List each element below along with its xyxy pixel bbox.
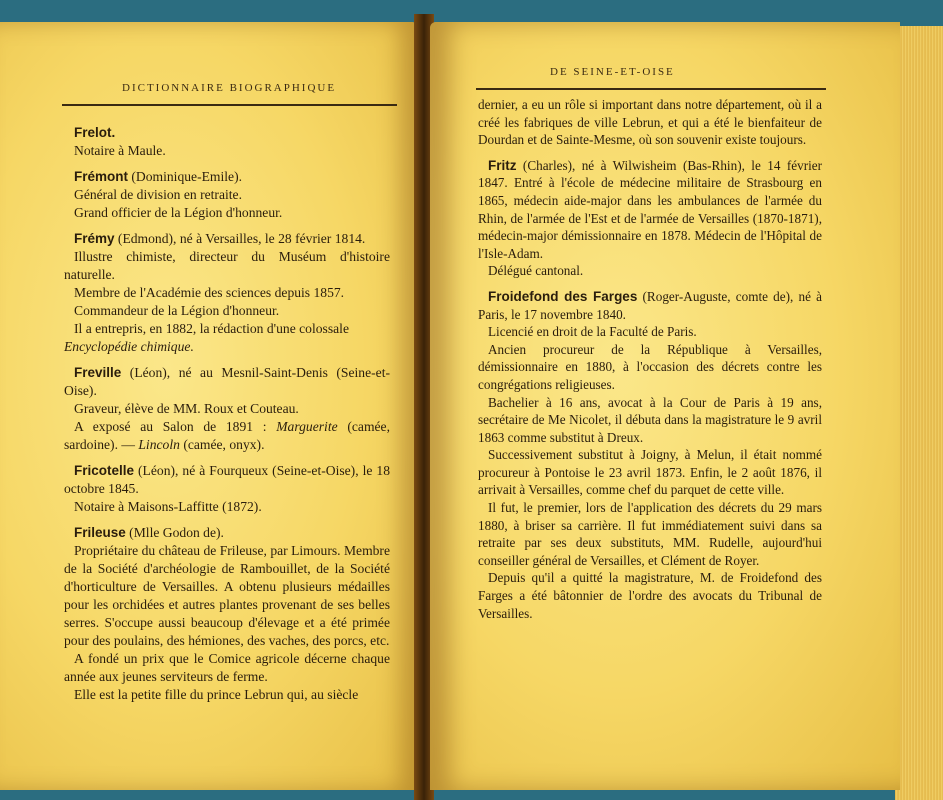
entry-detail: (Léon), né au Mesnil-Saint-Denis (Seine-et-Oise).: [64, 365, 390, 398]
left-page: [0, 22, 418, 790]
entry-freville: [64, 364, 390, 454]
page-edges: [895, 26, 943, 800]
entry-name: Frelot.: [74, 125, 116, 140]
entry-paragraph: Successivement substitut à Joigny, à Melun, il était nommé procureur à Pontoise le 23 avril 1873. Enfin, le 2 août 1876, il arrivait à Versailles, comme chef du parquet de cette ville.: [478, 447, 822, 498]
entry-name: Froidefond des Farges: [488, 288, 638, 304]
entry-paragraph: Licencié en droit de la Faculté de Paris.: [488, 324, 697, 340]
entry-detail: (Léon), né à Fourqueux (Seine-et-Oise), le 18 octobre 1845.: [64, 463, 390, 496]
salon-text: A exposé au Salon de 1891 :: [74, 419, 277, 434]
entry-detail: (Mlle Godon de).: [125, 525, 224, 540]
entry-continuation: [478, 96, 822, 149]
left-column: [64, 124, 390, 712]
entry-fritz: [478, 157, 822, 280]
right-page: [430, 22, 900, 790]
entry-paragraph: Elle est la petite fille du prince Lebrun qui, au siècle: [74, 687, 359, 702]
entry-name: Frileuse: [74, 525, 126, 540]
entry-froidefond: [478, 288, 822, 622]
entry-line: Grand officier de la Légion d'honneur.: [74, 205, 283, 220]
entry-frileuse: [64, 524, 390, 704]
entry-fremont: [64, 168, 390, 222]
entry-line: Commandeur de la Légion d'honneur.: [74, 303, 280, 318]
work-title: Lincoln: [138, 437, 180, 452]
entry-detail: (Roger-Auguste, comte de), né à Paris, le 17 novembre 1840.: [478, 288, 823, 322]
entry-paragraph: A fondé un prix que le Comice agricole décerne chaque année aux jeunes serviteurs de ferme.: [64, 651, 390, 684]
entry-name: Freville: [74, 365, 122, 380]
entry-detail: (Charles), né à Wilwisheim (Bas-Rhin), le 14 février 1847. Entré à l'école de médecine militaire de Strasbourg en 1865, médecin aide-major dans les ambulances de l'armée du Rhin, de l'armée de l'Est et de l'armée de Versailles (1870-1871), médecin-major démissionnaire en 1878. Médecin de l'Hôpital de l'Isle-Adam.: [478, 157, 822, 261]
entry-frelot: [64, 124, 390, 160]
entry-line: Général de division en retraite.: [74, 187, 242, 202]
entry-line: Délégué cantonal.: [488, 263, 584, 279]
salon-text: (camée, onyx).: [179, 437, 265, 452]
right-running-head: DE SEINE-ET-OISE: [550, 66, 675, 78]
continuation-text: dernier, a eu un rôle si important dans notre département, où il a créé les fabriques de ville Lebrun, et qui a été le bienfaiteur de Dourdan et de Sainte-Mesme, où son souvenir existe toujours.: [478, 97, 822, 148]
entry-name: Fricotelle: [74, 463, 135, 478]
entry-detail: (Dominique-Emile).: [128, 169, 243, 184]
right-column: [478, 96, 822, 630]
right-header-rule: [476, 88, 826, 90]
left-header-rule: [62, 104, 397, 106]
entry-paragraph: Propriétaire du château de Frileuse, par Limours. Membre de la Société d'archéologie de Rambouillet, de la Société d'horticulture de Versailles. A obtenu plusieurs médailles pour les orchidées et autres plantes provenant de ses belles serres. S'occupe aussi beaucoup d'élevage et a été primée pour des poulains, des hémiones, des vaches, des porcs, etc.: [64, 543, 390, 648]
left-running-head: DICTIONNAIRE BIOGRAPHIQUE: [122, 82, 337, 94]
entry-line: Notaire à Maisons-Laffitte (1872).: [74, 499, 262, 514]
entry-fricotelle: [64, 462, 390, 516]
entry-line: Graveur, élève de MM. Roux et Couteau.: [74, 401, 299, 416]
work-title: Marguerite: [276, 419, 338, 434]
entry-detail: (Edmond), né à Versailles, le 28 février 1814.: [114, 231, 366, 246]
entry-fremy: [64, 230, 390, 356]
entry-paragraph: Ancien procureur de la République à Versailles, démissionnaire en 1880, à l'occasion des décrets contre les congrégations religieuses.: [478, 341, 822, 392]
entry-name: Frémont: [74, 169, 128, 184]
salon-text: (camée, sardoine). —: [64, 419, 390, 452]
entry-name: Fritz: [488, 157, 517, 173]
entry-paragraph: Il fut, le premier, lors de l'application des décrets du 29 mars 1880, à briser sa carrière. Il fut immédiatement suivi dans sa retraite par ses deux substituts, MM. Rudelle, aujourd'hui conseiller général de Versailles, et Clément de Royer.: [478, 500, 822, 568]
entry-italic-title: Encyclopédie chimique.: [64, 339, 194, 354]
entry-line: Membre de l'Académie des sciences depuis 1857.: [74, 285, 345, 300]
entry-line: Notaire à Maule.: [74, 143, 166, 158]
entry-paragraph: Bachelier à 16 ans, avocat à la Cour de Paris à 19 ans, secrétaire de Me Nicolet, il débuta dans la magistrature le 9 avril 1863 comme substitut à Dreux.: [478, 394, 822, 445]
entry-paragraph: Depuis qu'il a quitté la magistrature, M. de Froidefond des Farges a été bâtonnier de l'ordre des avocats du Tribunal de Versailles.: [478, 570, 822, 621]
entry-line: Illustre chimiste, directeur du Muséum d'histoire naturelle.: [64, 249, 390, 282]
entry-name: Frémy: [74, 231, 115, 246]
entry-line: Il a entrepris, en 1882, la rédaction d'une colossale: [74, 321, 349, 336]
